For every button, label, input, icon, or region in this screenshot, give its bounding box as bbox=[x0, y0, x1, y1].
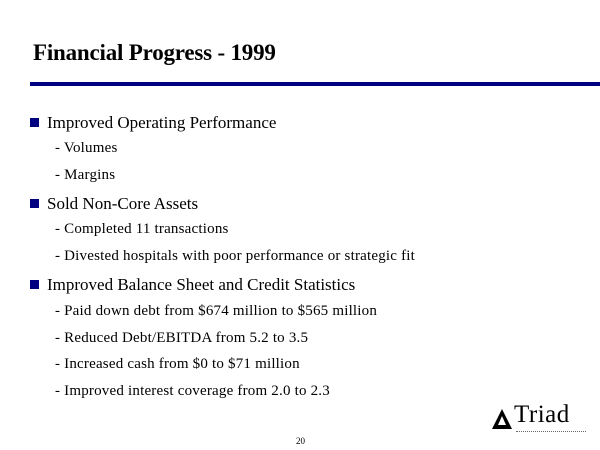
section-3-heading: Improved Balance Sheet and Credit Statistics bbox=[47, 275, 356, 294]
section-2-item-1: - Completed 11 transactions bbox=[55, 221, 229, 237]
square-bullet-icon bbox=[30, 280, 39, 289]
page-number: 20 bbox=[296, 436, 305, 446]
section-1-heading-row bbox=[30, 113, 276, 133]
logo-subline bbox=[516, 431, 586, 434]
section-3-item-2: - Reduced Debt/EBITDA from 5.2 to 3.5 bbox=[55, 330, 309, 346]
section-1-item-2: - Margins bbox=[55, 167, 116, 183]
triad-logo bbox=[491, 401, 591, 438]
slide-title: Financial Progress - 1999 bbox=[33, 40, 276, 65]
square-bullet-icon bbox=[30, 118, 39, 127]
section-2-heading-row bbox=[30, 194, 198, 214]
section-3-item-3: - Increased cash from $0 to $71 million bbox=[55, 356, 300, 372]
section-2-item-2: - Divested hospitals with poor performance or strategic fit bbox=[55, 248, 416, 264]
square-bullet-icon bbox=[30, 199, 39, 208]
section-1-item-1: - Volumes bbox=[55, 140, 118, 156]
section-3-heading-row bbox=[30, 275, 355, 295]
section-3-item-4: - Improved interest coverage from 2.0 to 2.3 bbox=[55, 383, 330, 399]
triangle-logo-icon bbox=[491, 408, 513, 430]
logo-text: Triad bbox=[514, 401, 570, 428]
section-1-heading: Improved Operating Performance bbox=[47, 113, 277, 132]
section-2-heading: Sold Non-Core Assets bbox=[47, 194, 199, 213]
title-divider bbox=[30, 82, 600, 86]
section-3-item-1: - Paid down debt from $674 million to $565 million bbox=[55, 303, 378, 319]
